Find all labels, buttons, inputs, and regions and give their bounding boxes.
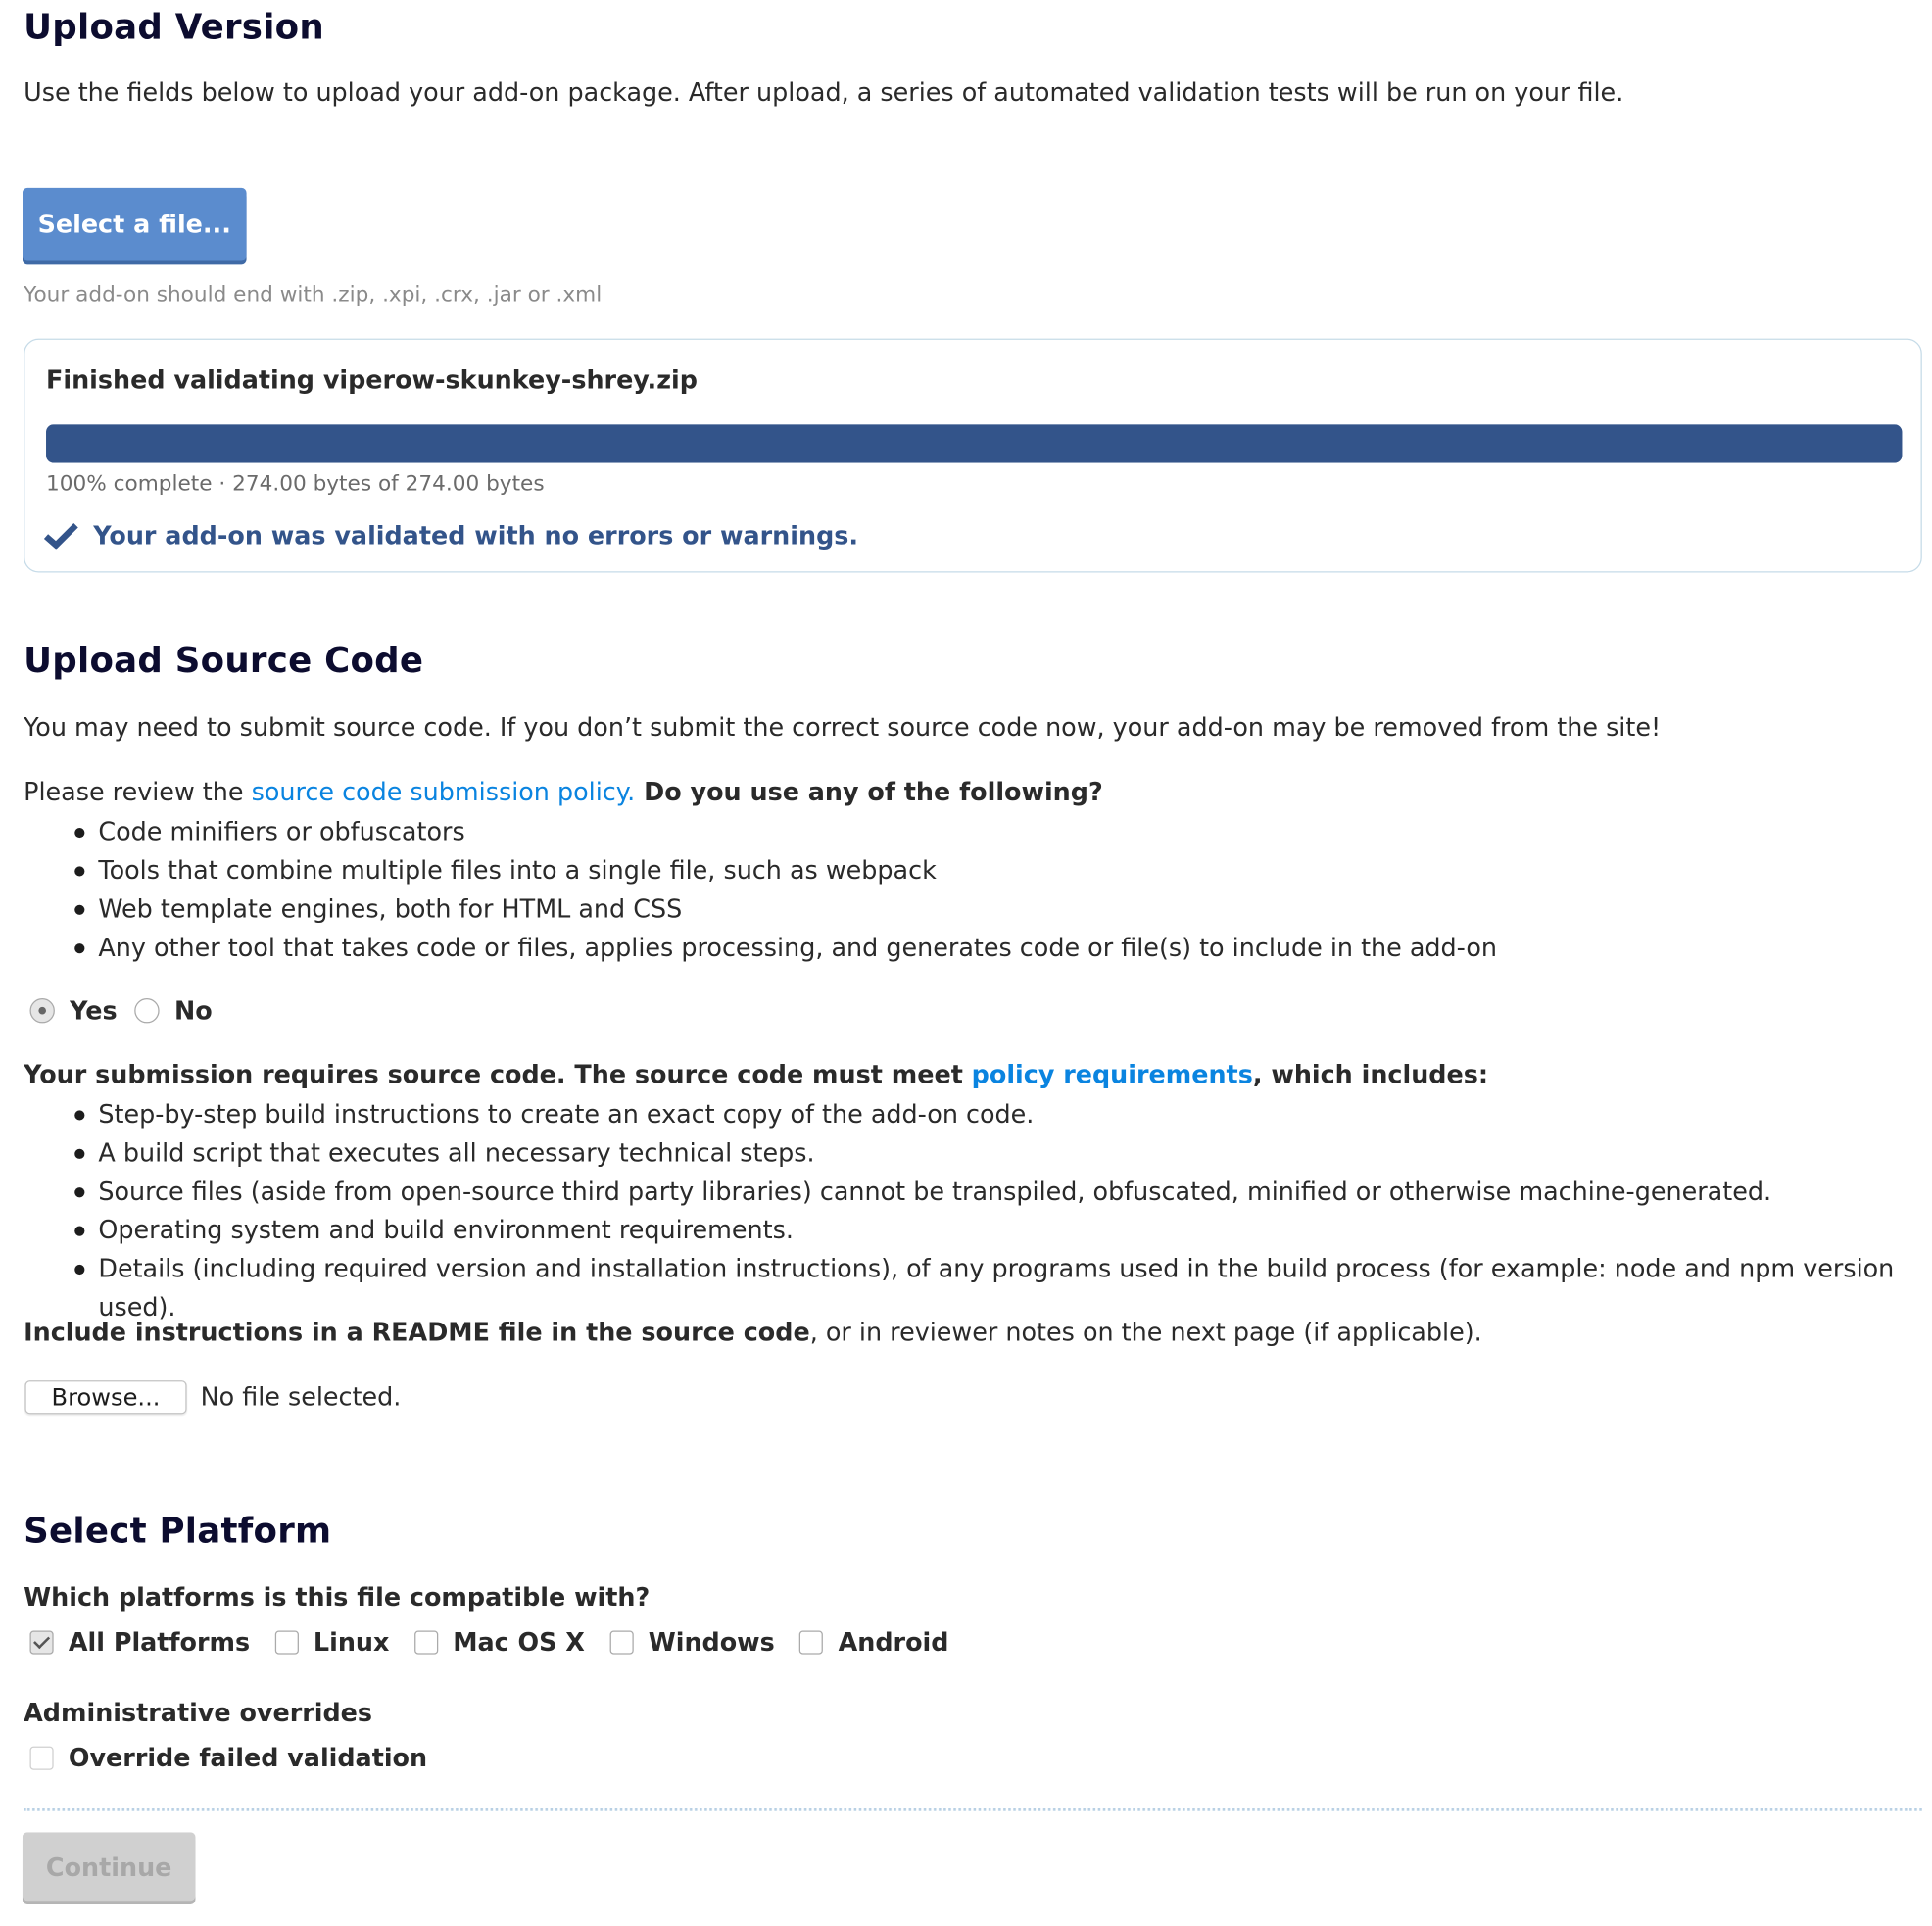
radio-yes[interactable] bbox=[29, 998, 54, 1023]
checkbox-mac-os-x[interactable] bbox=[414, 1630, 438, 1654]
validation-title: Finished validating viperow-skunkey-shrey.zip bbox=[46, 364, 698, 395]
platform-checkbox-group bbox=[29, 1627, 973, 1657]
list-item bbox=[24, 1211, 1932, 1249]
file-selection-status: No file selected. bbox=[200, 1381, 402, 1412]
list-item-text: Operating system and build environment requirements. bbox=[98, 1215, 794, 1245]
checkbox-windows[interactable] bbox=[609, 1630, 633, 1654]
validation-result bbox=[43, 520, 858, 550]
uses-tools-radio-group bbox=[29, 995, 229, 1025]
continue-button[interactable]: Continue bbox=[23, 1832, 196, 1901]
review-prefix: Please review the bbox=[24, 776, 252, 807]
checkbox-label-all-platforms[interactable]: All Platforms bbox=[68, 1626, 251, 1658]
checkbox-label-linux[interactable]: Linux bbox=[313, 1626, 390, 1658]
readme-rest: , or in reviewer notes on the next page (if applicable). bbox=[809, 1317, 1482, 1347]
validation-status-panel bbox=[24, 339, 1922, 573]
checkbox-android[interactable] bbox=[799, 1630, 823, 1654]
checkbox-label-windows[interactable]: Windows bbox=[648, 1626, 775, 1658]
checkbox-linux[interactable] bbox=[275, 1630, 299, 1654]
upload-intro: Use the fields below to upload your add-on package. After upload, a series of automated validation tests will be run on your file. bbox=[24, 76, 1624, 108]
list-item bbox=[24, 1134, 1932, 1173]
bullet-icon bbox=[74, 943, 84, 953]
checkbox-all-platforms[interactable] bbox=[29, 1630, 53, 1654]
select-file-button[interactable]: Select a file... bbox=[23, 188, 247, 261]
list-item bbox=[24, 1095, 1932, 1133]
browse-button[interactable]: Browse... bbox=[24, 1380, 186, 1414]
platform-question: Which platforms is this file compatible with? bbox=[24, 1581, 651, 1613]
list-item bbox=[24, 929, 1497, 967]
policy-requirements-link[interactable]: policy requirements bbox=[971, 1059, 1253, 1089]
bullet-icon bbox=[74, 1110, 84, 1120]
bullet-icon bbox=[74, 1227, 84, 1236]
list-item bbox=[24, 890, 1497, 928]
checkbox-label-mac-os-x[interactable]: Mac OS X bbox=[453, 1626, 585, 1658]
checkbox-label-android[interactable]: Android bbox=[838, 1626, 949, 1658]
list-item-text: Web template engines, both for HTML and CSS bbox=[98, 893, 683, 924]
list-item bbox=[24, 813, 1497, 851]
radio-no[interactable] bbox=[134, 998, 159, 1023]
requires-prefix: Your submission requires source code. The source code must meet bbox=[24, 1059, 972, 1089]
list-item-text: Tools that combine multiple files into a single file, such as webpack bbox=[98, 854, 937, 886]
source-policy-link[interactable]: source code submission policy. bbox=[251, 776, 636, 807]
progress-bar-fill bbox=[46, 424, 1902, 462]
list-item bbox=[24, 1173, 1932, 1211]
bullet-icon bbox=[74, 828, 84, 838]
admin-overrides-heading: Administrative overrides bbox=[24, 1698, 373, 1728]
source-code-warning: You may need to submit source code. If you don’t submit the correct source code now, your add-on may be removed from the site! bbox=[24, 711, 1662, 743]
review-policy-line bbox=[24, 777, 1103, 806]
bullet-icon bbox=[74, 866, 84, 876]
readme-bold: Include instructions in a README file in the source code bbox=[24, 1317, 810, 1347]
list-item-text: Step-by-step build instructions to create an exact copy of the add-on code. bbox=[98, 1098, 1035, 1130]
list-item-text: Source files (aside from open-source third party libraries) cannot be transpiled, obfuscated, minified or otherwise machine-generated. bbox=[98, 1176, 1772, 1207]
requirements-list bbox=[24, 1095, 1932, 1323]
progress-bar bbox=[46, 424, 1902, 462]
select-platform-heading: Select Platform bbox=[24, 1510, 332, 1552]
list-item-text: Code minifiers or obfuscators bbox=[98, 816, 465, 847]
override-row bbox=[29, 1743, 452, 1772]
list-item bbox=[24, 851, 1497, 890]
checkbox-label-override[interactable]: Override failed validation bbox=[68, 1742, 428, 1773]
validation-result-text: Your add-on was validated with no errors or warnings. bbox=[93, 520, 859, 551]
readme-instructions bbox=[24, 1317, 1482, 1346]
checkmark-icon bbox=[43, 521, 78, 549]
bullet-icon bbox=[74, 905, 84, 915]
list-item-text: Any other tool that takes code or files, applies processing, and generates code or file(s) to include in the add-on bbox=[98, 932, 1497, 963]
progress-text: 100% complete · 274.00 bytes of 274.00 bytes bbox=[46, 471, 545, 497]
review-question: Do you use any of the following? bbox=[635, 776, 1103, 807]
tools-list bbox=[24, 813, 1497, 968]
list-item-text: A build script that executes all necessary technical steps. bbox=[98, 1137, 815, 1168]
upload-version-heading: Upload Version bbox=[24, 6, 324, 48]
upload-source-heading: Upload Source Code bbox=[24, 640, 424, 682]
list-item bbox=[24, 1250, 1932, 1323]
radio-yes-label[interactable]: Yes bbox=[70, 995, 118, 1026]
bullet-icon bbox=[74, 1187, 84, 1197]
list-item-text: Details (including required version and installation instructions), of any programs used in the build process (for example: node and npm version used). bbox=[98, 1253, 1895, 1323]
radio-no-label[interactable]: No bbox=[174, 995, 213, 1026]
requires-suffix: , which includes: bbox=[1252, 1059, 1489, 1089]
bullet-icon bbox=[74, 1149, 84, 1159]
file-extension-hint: Your add-on should end with .zip, .xpi, .crx, .jar or .xml bbox=[24, 282, 603, 308]
requirements-intro bbox=[24, 1059, 1488, 1088]
bullet-icon bbox=[74, 1265, 84, 1275]
divider bbox=[24, 1808, 1922, 1811]
checkbox-override-failed-validation[interactable] bbox=[29, 1746, 53, 1769]
